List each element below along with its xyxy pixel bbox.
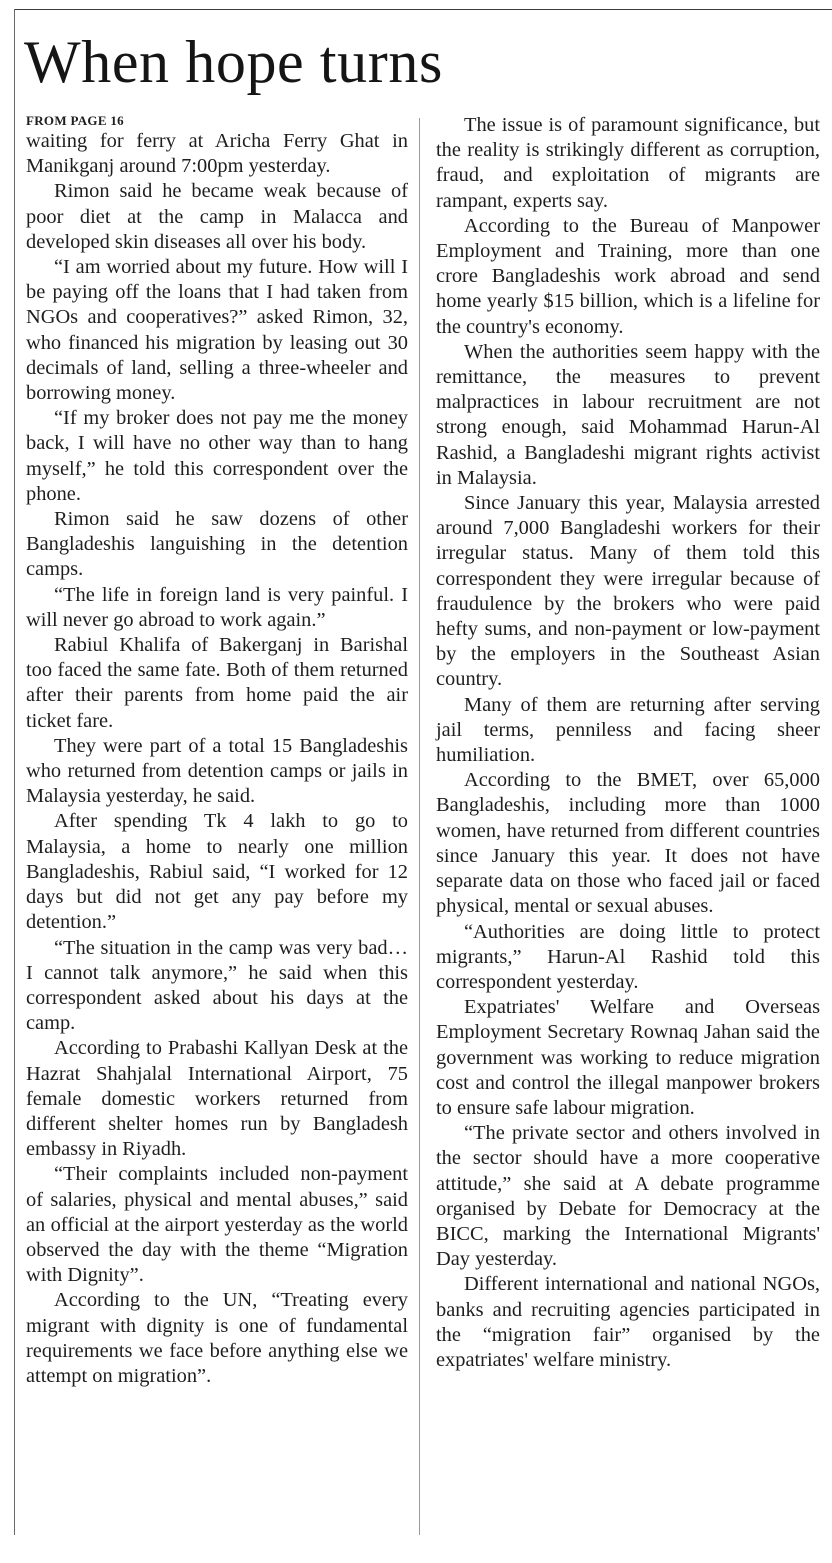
paragraph: “The situation in the camp was very bad…I cannot talk anymore,” he said when this correspondent asked about his days at the camp. — [26, 936, 408, 1035]
column-divider — [419, 118, 420, 1535]
paragraph: Many of them are returning after serving jail terms, penniless and facing sheer humiliation. — [436, 693, 820, 767]
paragraph: waiting for ferry at Aricha Ferry Ghat in Manikganj around 7:00pm yesterday. — [26, 130, 408, 178]
paragraph: “The life in foreign land is very painful. I will never go abroad to work again.” — [26, 583, 408, 631]
article-column-left — [26, 113, 408, 1389]
paragraph: Since January this year, Malaysia arrested around 7,000 Bangladeshi workers for their irregular status. Many of them told this correspondent they were irregular because of fraudulence by the brokers who were paid hefty sums, and non-payment or low-payment by the employers in the Southeast Asian country. — [436, 492, 820, 691]
left-border-rule — [14, 9, 15, 1535]
paragraph: “The private sector and others involved in the sector should have a more cooperative attitude,” she said at A debate programme organised by Debate for Democracy at the BICC, marking the International Migrants' Day yesterday. — [436, 1122, 820, 1271]
paragraph: According to the BMET, over 65,000 Bangladeshis, including more than 1000 women, have returned from different countries since January this year. It does not have separate data on those who faced jail or faced physical, mental or sexual abuses. — [436, 769, 820, 918]
article-column-right — [436, 113, 820, 1373]
paragraph: Expatriates' Welfare and Overseas Employment Secretary Rownaq Jahan said the government was working to reduce migration cost and control the illegal manpower brokers to ensure safe labour migration. — [436, 996, 820, 1119]
paragraph: Rabiul Khalifa of Bakerganj in Barishal too faced the same fate. Both of them returned after their parents from home paid the air ticket fare. — [26, 634, 408, 732]
headline: When hope turns — [24, 29, 443, 95]
paragraph: “Authorities are doing little to protect migrants,” Harun-Al Rashid told this correspondent yesterday. — [436, 920, 820, 993]
paragraph: After spending Tk 4 lakh to go to Malaysia, a home to nearly one million Bangladeshis, Rabiul said, “I worked for 12 days but did not get any pay before my detention.” — [26, 810, 408, 934]
paragraph: “Their complaints included non-payment of salaries, physical and mental abuses,” said an official at the airport yesterday as the world observed the day with the theme “Migration with Dignity”. — [26, 1163, 408, 1287]
paragraph: Different international and national NGOs, banks and recruiting agencies participated in the “migration fair” organised by the expatriates' welfare ministry. — [436, 1273, 820, 1371]
jump-line: FROM PAGE 16 — [26, 113, 124, 128]
paragraph: They were part of a total 15 Bangladeshis who returned from detention camps or jails in Malaysia yesterday, he said. — [26, 734, 408, 808]
paragraph: According to the Bureau of Manpower Employment and Training, more than one crore Bangladeshis work abroad and send home yearly $15 billion, which is a lifeline for the country's economy. — [436, 214, 820, 338]
paragraph: When the authorities seem happy with the remittance, the measures to prevent malpractices in labour recruitment are not strong enough, said Mohammad Harun-Al Rashid, a Bangladeshi migrant rights activist in Malaysia. — [436, 340, 820, 489]
paragraph: According to the UN, “Treating every migrant with dignity is one of fundamental requirements we face before anything else we attempt on migration”. — [26, 1289, 408, 1387]
paragraph: Rimon said he became weak because of poor diet at the camp in Malacca and developed skin diseases all over his body. — [26, 180, 408, 253]
paragraph: Rimon said he saw dozens of other Bangladeshis languishing in the detention camps. — [26, 508, 408, 581]
top-rule — [14, 9, 832, 10]
paragraph: “If my broker does not pay me the money back, I will have no other way than to hang myself,” he told this correspondent over the phone. — [26, 407, 408, 505]
paragraph: The issue is of paramount significance, but the reality is strikingly different as corruption, fraud, and exploitation of migrants are rampant, experts say. — [436, 114, 820, 212]
paragraph: “I am worried about my future. How will I be paying off the loans that I had taken from NGOs and cooperatives?” asked Rimon, 32, who financed his migration by leasing out 30 decimals of land, selling a three-wheeler and borrowing money. — [26, 256, 408, 405]
paragraph: According to Prabashi Kallyan Desk at the Hazrat Shahjalal International Airport, 75 female domestic workers returned from different shelter homes run by Bangladesh embassy in Riyadh. — [26, 1037, 408, 1161]
